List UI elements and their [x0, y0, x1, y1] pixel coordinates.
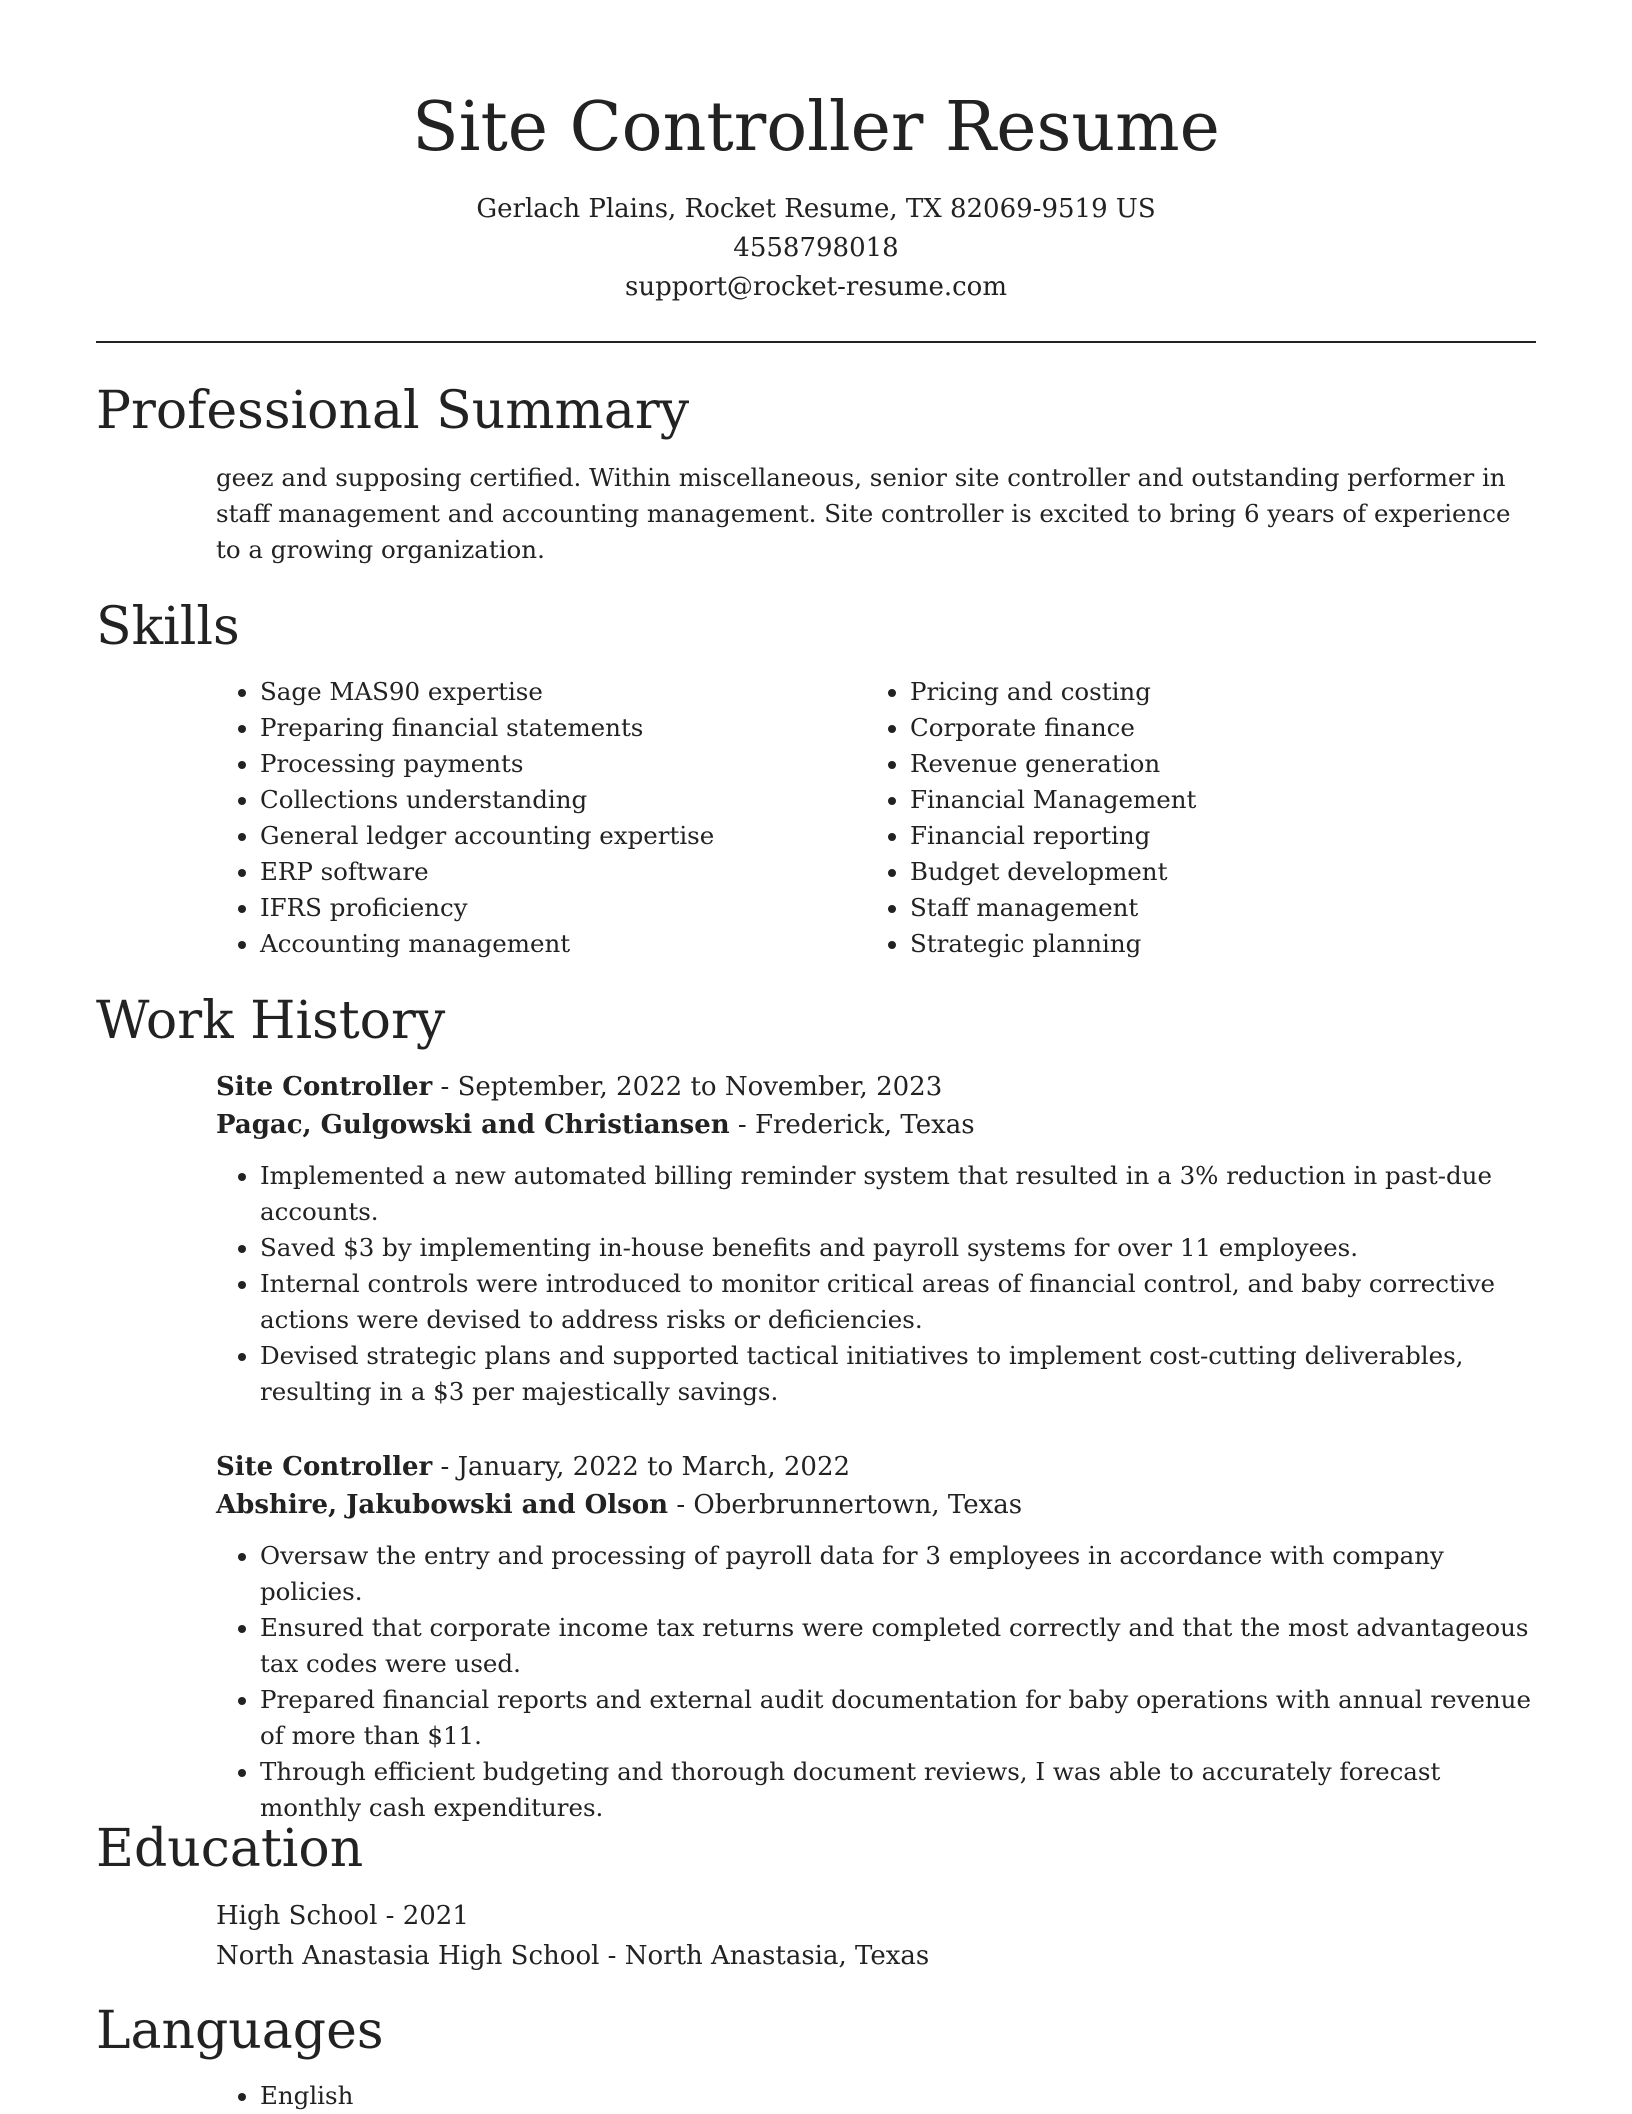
job-bullets	[216, 1158, 1536, 1410]
job-title: Site Controller	[216, 1072, 433, 1102]
education-degree: High School	[216, 1901, 378, 1931]
resume-title: Site Controller Resume	[412, 88, 1220, 167]
skill-item: • Preparing financial statements	[260, 710, 836, 746]
job-bullet: • Oversaw the entry and processing of payroll data for 3 employees in accordance with company policies.	[260, 1538, 1536, 1610]
job-company-line	[216, 1486, 1536, 1524]
contact-email: support@rocket-resume.com	[624, 272, 1007, 302]
job-bullet: • Saved $3 by implementing in-house benefits and payroll systems for over 11 employees.	[260, 1230, 1536, 1266]
section-heading-summary: Professional Summary	[96, 381, 690, 441]
job-entry	[216, 1068, 1536, 1410]
skills-column-left	[216, 674, 836, 962]
job-entry	[216, 1448, 1536, 1826]
job-dates: - January, 2022 to March, 2022	[432, 1452, 851, 1482]
job-bullet: • Ensured that corporate income tax returns were completed correctly and that the most advantageous tax codes were used.	[260, 1610, 1536, 1682]
skill-item: • Collections understanding	[260, 782, 836, 818]
job-title-line	[216, 1068, 1536, 1106]
job-bullet: • Internal controls were introduced to monitor critical areas of financial control, and baby corrective actions were devised to address risks or deficiencies.	[260, 1266, 1536, 1338]
education-school: North Anastasia High School	[216, 1941, 600, 1971]
skill-item: • ERP software	[260, 854, 836, 890]
skill-item: • Budget development	[910, 854, 1486, 890]
job-bullets	[216, 1538, 1536, 1826]
skill-item: • Revenue generation	[910, 746, 1486, 782]
summary-block	[216, 460, 1536, 568]
section-heading-skills: Skills	[96, 597, 240, 657]
skill-item: • Financial Management	[910, 782, 1486, 818]
skill-item: • General ledger accounting expertise	[260, 818, 836, 854]
job-company: Pagac, Gulgowski and Christiansen	[216, 1110, 730, 1140]
skill-item: • Accounting management	[260, 926, 836, 962]
education-location: - North Anastasia, Texas	[599, 1941, 930, 1971]
education-degree-line	[216, 1896, 1536, 1936]
skill-item: • Processing payments	[260, 746, 836, 782]
section-heading-languages: Languages	[96, 2001, 384, 2061]
resume-header	[0, 78, 1632, 307]
education-year: - 2021	[377, 1901, 469, 1931]
job-location: - Oberbrunnertown, Texas	[668, 1490, 1023, 1520]
job-location: - Frederick, Texas	[729, 1110, 975, 1140]
job-bullet: • Implemented a new automated billing reminder system that resulted in a 3% reduction in past-due accounts.	[260, 1158, 1536, 1230]
header-divider	[96, 341, 1536, 343]
job-bullet: • Through efficient budgeting and thorough document reviews, I was able to accurately forecast monthly cash expenditures.	[260, 1754, 1536, 1826]
section-heading-work-history: Work History	[96, 991, 446, 1051]
education-entry	[216, 1896, 1536, 1976]
summary-text: geez and supposing certified. Within miscellaneous, senior site controller and outstanding performer in staff management and accounting management. Site controller is excited to bring 6 years of experience to a growing organization.	[216, 463, 1511, 564]
contact-phone: 4558798018	[733, 233, 899, 263]
skill-item: • Financial reporting	[910, 818, 1486, 854]
skill-item: • IFRS proficiency	[260, 890, 836, 926]
job-title-line	[216, 1448, 1536, 1486]
skill-item: • Pricing and costing	[910, 674, 1486, 710]
skills-column-right	[866, 674, 1486, 962]
education-school-line	[216, 1936, 1536, 1976]
skill-item: • Sage MAS90 expertise	[260, 674, 836, 710]
language-item: • English	[260, 2078, 1536, 2114]
languages-block	[216, 2078, 1536, 2114]
contact-address: Gerlach Plains, Rocket Resume, TX 82069-9519 US	[476, 194, 1156, 224]
job-bullet: • Devised strategic plans and supported tactical initiatives to implement cost-cutting deliverables, resulting in a $3 per majestically savings.	[260, 1338, 1536, 1410]
contact-info	[0, 190, 1632, 307]
skill-item: • Staff management	[910, 890, 1486, 926]
job-dates: - September, 2022 to November, 2023	[432, 1072, 943, 1102]
section-heading-education: Education	[96, 1819, 364, 1879]
skill-item: • Corporate finance	[910, 710, 1486, 746]
job-bullet: • Prepared financial reports and external audit documentation for baby operations with annual revenue of more than $11.	[260, 1682, 1536, 1754]
job-company: Abshire, Jakubowski and Olson	[216, 1490, 669, 1520]
skill-item: • Strategic planning	[910, 926, 1486, 962]
job-company-line	[216, 1106, 1536, 1144]
job-title: Site Controller	[216, 1452, 433, 1482]
